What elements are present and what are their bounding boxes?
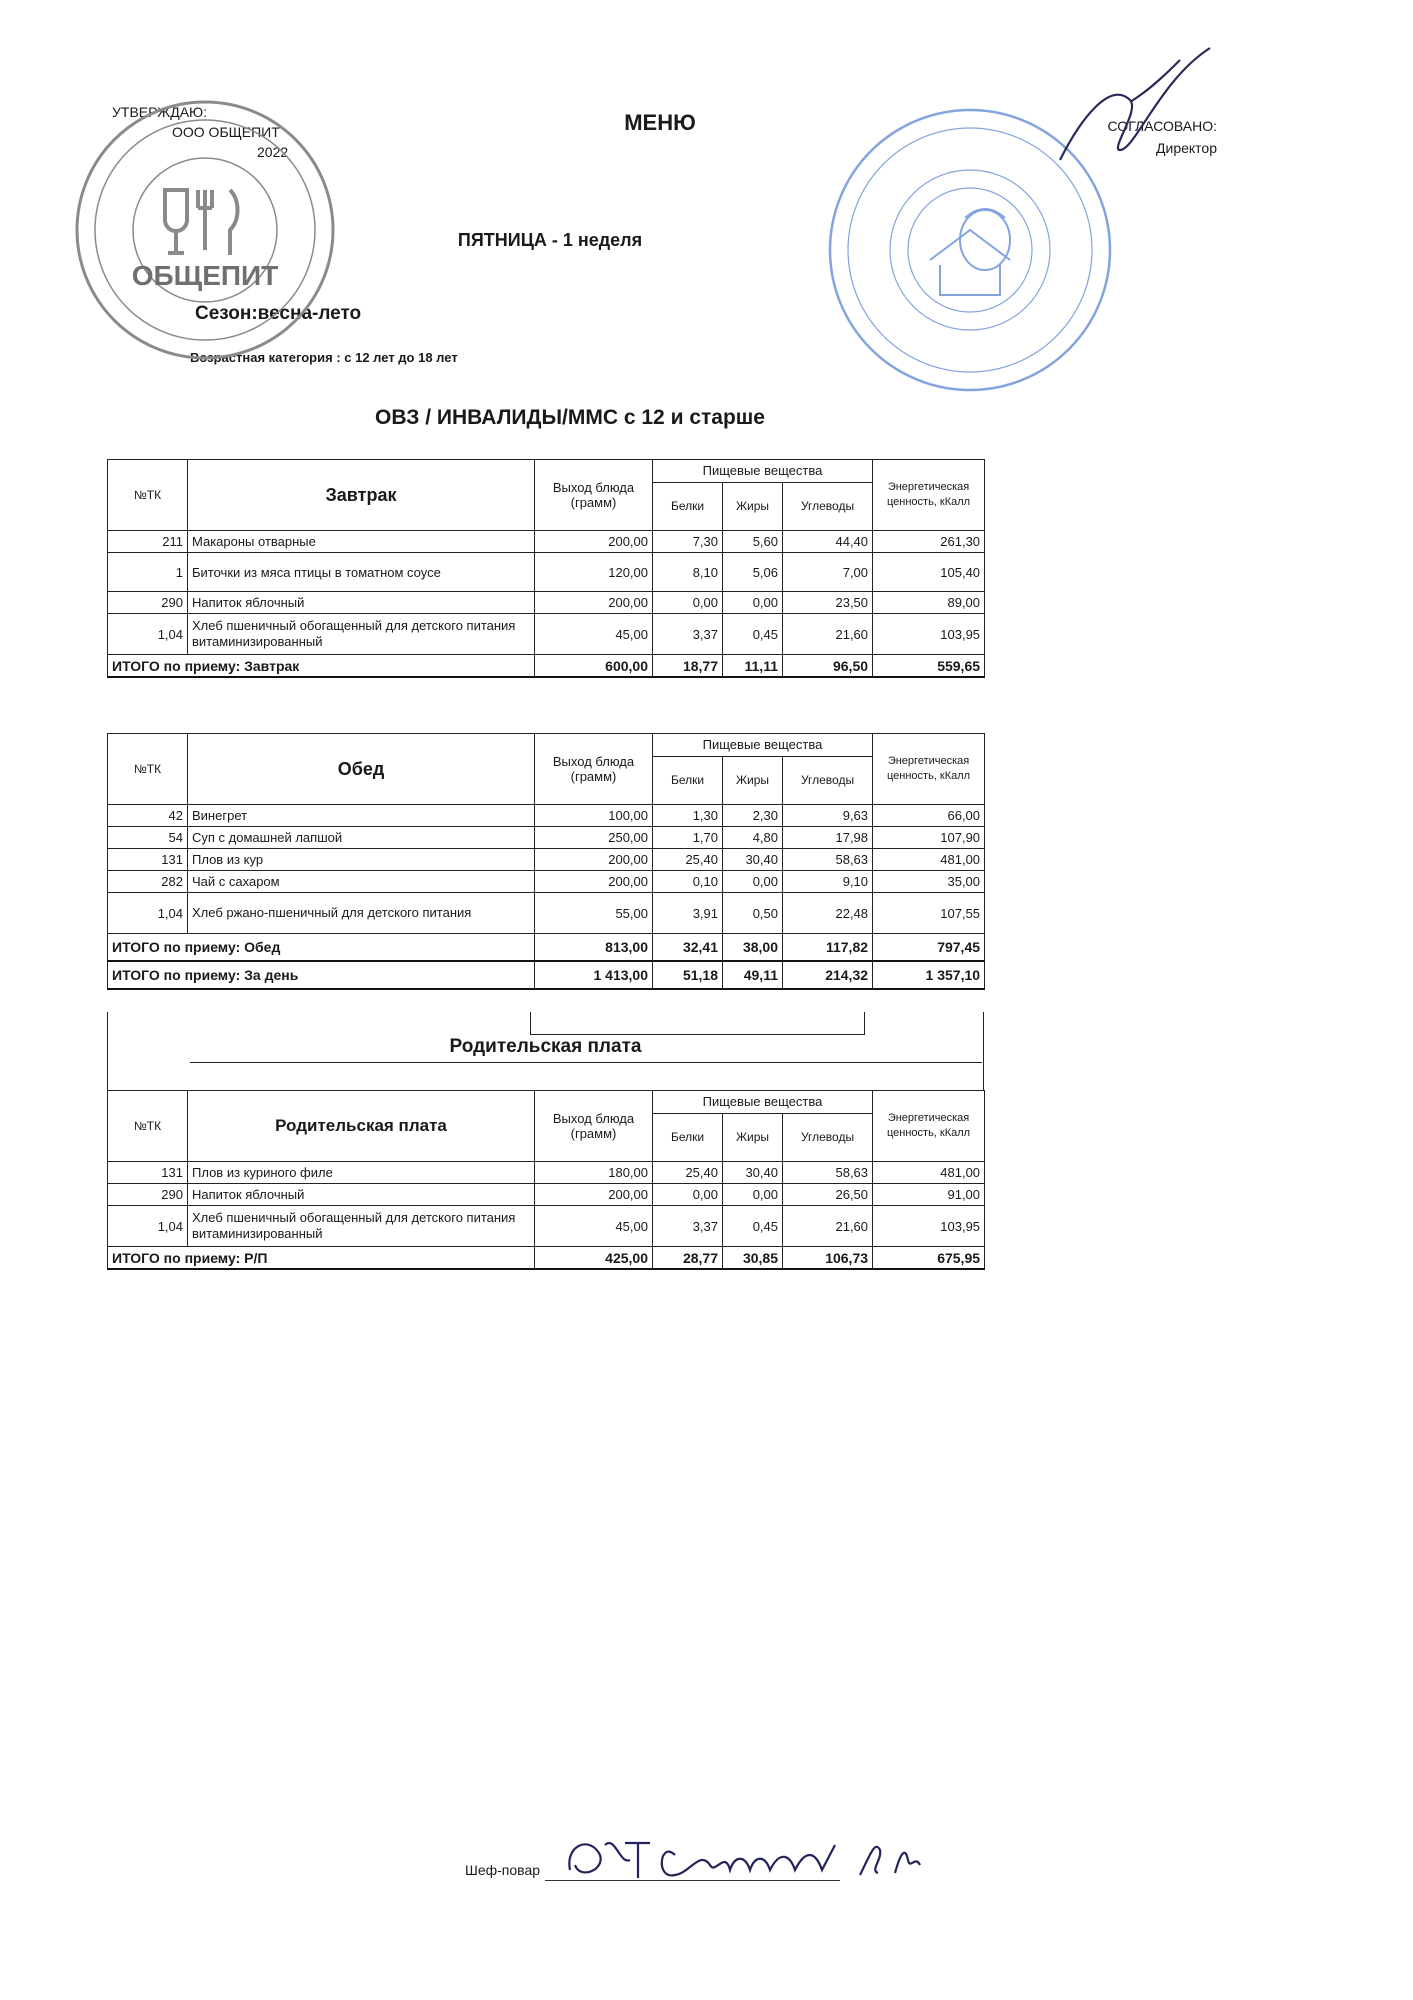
lunch-table xyxy=(107,733,985,990)
col-fat: Жиры xyxy=(723,1113,783,1161)
col-code: №ТК xyxy=(108,1091,188,1162)
table-header xyxy=(108,460,985,483)
table-row xyxy=(108,893,985,934)
table-cell: 22,48 xyxy=(783,893,873,934)
col-fat: Жиры xyxy=(723,756,783,804)
table-cell: 290 xyxy=(108,1184,188,1206)
col-nutrients: Пищевые вещества xyxy=(653,460,873,483)
meal-title: Обед xyxy=(188,734,535,805)
table-cell: 30,40 xyxy=(723,849,783,871)
col-protein: Белки xyxy=(653,482,723,530)
table-cell: 200,00 xyxy=(535,871,653,893)
table-cell: 100,00 xyxy=(535,805,653,827)
table-cell: 200,00 xyxy=(535,531,653,553)
table-cell: 1 413,00 xyxy=(535,961,653,989)
col-nutrients: Пищевые вещества xyxy=(653,1091,873,1114)
col-code: №ТК xyxy=(108,460,188,531)
breakfast-table xyxy=(107,459,985,678)
table-cell: 131 xyxy=(108,1162,188,1184)
table-header xyxy=(108,734,985,757)
table-cell: 3,37 xyxy=(653,1206,723,1247)
col-protein: Белки xyxy=(653,756,723,804)
table-cell: 21,60 xyxy=(783,1206,873,1247)
table-cell: 26,50 xyxy=(783,1184,873,1206)
table-cell: 481,00 xyxy=(873,1162,985,1184)
table-cell: Напиток яблочный xyxy=(188,592,535,614)
table-cell: 103,95 xyxy=(873,614,985,655)
table-cell: 38,00 xyxy=(723,934,783,962)
approve-year: 2022 xyxy=(257,144,289,160)
col-fat: Жиры xyxy=(723,482,783,530)
table-cell: 481,00 xyxy=(873,849,985,871)
table-cell: 120,00 xyxy=(535,553,653,592)
meal-title: Родительская плата xyxy=(188,1091,535,1162)
table-cell: 0,00 xyxy=(653,1184,723,1206)
table-cell: 3,37 xyxy=(653,614,723,655)
table-cell: 290 xyxy=(108,592,188,614)
table-cell: 58,63 xyxy=(783,849,873,871)
table-cell: 200,00 xyxy=(535,592,653,614)
table-cell: 1,04 xyxy=(108,614,188,655)
table-cell: ИТОГО по приему: Обед xyxy=(108,934,535,962)
table-cell: 17,98 xyxy=(783,827,873,849)
table-cell: Винегрет xyxy=(188,805,535,827)
table-cell: 89,00 xyxy=(873,592,985,614)
chef-label: Шеф-повар xyxy=(465,1862,541,1878)
table-cell: 600,00 xyxy=(535,655,653,678)
table-cell: 49,11 xyxy=(723,961,783,989)
table-row xyxy=(108,849,985,871)
table-cell: 96,50 xyxy=(783,655,873,678)
table-cell: 7,00 xyxy=(783,553,873,592)
table-cell: 1,04 xyxy=(108,1206,188,1247)
table-cell: 21,60 xyxy=(783,614,873,655)
approve-org: ООО ОБЩЕПИТ xyxy=(172,124,280,140)
table-cell: 28,77 xyxy=(653,1247,723,1270)
day-label: ПЯТНИЦА - 1 неделя xyxy=(457,230,643,250)
parent-table xyxy=(107,1090,985,1270)
col-energy: Энергетическая ценность, кКалл xyxy=(873,734,985,805)
table-cell: 131 xyxy=(108,849,188,871)
table-cell: 30,40 xyxy=(723,1162,783,1184)
table-cell: Суп с домашней лапшой xyxy=(188,827,535,849)
age-category: Возрастная категория : с 12 лет до 18 лет xyxy=(190,350,458,365)
table-cell: 425,00 xyxy=(535,1247,653,1270)
table-cell: 30,85 xyxy=(723,1247,783,1270)
page-title: МЕНЮ xyxy=(624,110,696,135)
table-cell: 107,55 xyxy=(873,893,985,934)
table-cell: Плов из кур xyxy=(188,849,535,871)
col-energy: Энергетическая ценность, кКалл xyxy=(873,1091,985,1162)
table-row xyxy=(108,871,985,893)
col-code: №ТК xyxy=(108,734,188,805)
table-row xyxy=(108,1184,985,1206)
chef-signature-icon xyxy=(560,1825,980,1895)
table-row xyxy=(108,614,985,655)
table-cell: Плов из куриного филе xyxy=(188,1162,535,1184)
total-row xyxy=(108,934,985,962)
table-cell: 180,00 xyxy=(535,1162,653,1184)
table-cell: 66,00 xyxy=(873,805,985,827)
table-row xyxy=(108,1206,985,1247)
left-stamp-text: ОБЩЕПИТ xyxy=(131,260,279,291)
table-cell: Чай с сахаром xyxy=(188,871,535,893)
table-cell: ИТОГО по приему: Завтрак xyxy=(108,655,535,678)
table-cell: 2,30 xyxy=(723,805,783,827)
col-nutrients: Пищевые вещества xyxy=(653,734,873,757)
table-cell: 18,77 xyxy=(653,655,723,678)
table-cell: 103,95 xyxy=(873,1206,985,1247)
table-cell: 0,00 xyxy=(723,592,783,614)
table-cell: 211 xyxy=(108,531,188,553)
director-signature-icon xyxy=(1040,40,1220,180)
table-cell: 32,41 xyxy=(653,934,723,962)
section-underline xyxy=(190,1062,982,1063)
total-row xyxy=(108,655,985,678)
table-row xyxy=(108,805,985,827)
table-cell: 1 xyxy=(108,553,188,592)
table-cell: 0,45 xyxy=(723,614,783,655)
table-cell: 0,00 xyxy=(723,871,783,893)
table-cell: 282 xyxy=(108,871,188,893)
table-cell: 45,00 xyxy=(535,614,653,655)
col-carbs: Углеводы xyxy=(783,756,873,804)
table-row xyxy=(108,1162,985,1184)
table-cell: 5,06 xyxy=(723,553,783,592)
table-cell: Хлеб ржано-пшеничный для детского питания xyxy=(188,893,535,934)
col-yield: Выход блюда (грамм) xyxy=(535,1091,653,1162)
day-total-row xyxy=(108,961,985,989)
table-cell: 45,00 xyxy=(535,1206,653,1247)
col-yield: Выход блюда (грамм) xyxy=(535,460,653,531)
table-cell: 8,10 xyxy=(653,553,723,592)
table-cell: 25,40 xyxy=(653,1162,723,1184)
table-cell: 0,00 xyxy=(653,592,723,614)
table-cell: 51,18 xyxy=(653,961,723,989)
table-row xyxy=(108,827,985,849)
table-cell: 261,30 xyxy=(873,531,985,553)
table-cell: 200,00 xyxy=(535,1184,653,1206)
table-cell: 5,60 xyxy=(723,531,783,553)
table-row xyxy=(108,553,985,592)
col-yield: Выход блюда (грамм) xyxy=(535,734,653,805)
director-label: Директор xyxy=(1156,140,1217,156)
parent-section-title: Родительская плата xyxy=(449,1036,642,1057)
col-carbs: Углеводы xyxy=(783,1113,873,1161)
table-cell: 42 xyxy=(108,805,188,827)
table-cell: Хлеб пшеничный обогащенный для детского питания витаминизированный xyxy=(188,1206,535,1247)
frame-divider xyxy=(530,1012,865,1035)
col-energy: Энергетическая ценность, кКалл xyxy=(873,460,985,531)
table-cell: 0,00 xyxy=(723,1184,783,1206)
table-cell: Макароны отварные xyxy=(188,531,535,553)
season-label: Сезон:весна-лето xyxy=(195,303,362,324)
table-cell: 58,63 xyxy=(783,1162,873,1184)
table-cell: 1,30 xyxy=(653,805,723,827)
table-cell: 0,50 xyxy=(723,893,783,934)
table-cell: 559,65 xyxy=(873,655,985,678)
table-cell: 0,45 xyxy=(723,1206,783,1247)
table-cell: 105,40 xyxy=(873,553,985,592)
table-cell: 91,00 xyxy=(873,1184,985,1206)
table-cell: 44,40 xyxy=(783,531,873,553)
table-cell: 7,30 xyxy=(653,531,723,553)
meal-title: Завтрак xyxy=(188,460,535,531)
table-row xyxy=(108,592,985,614)
table-cell: 25,40 xyxy=(653,849,723,871)
group-label: ОВЗ / ИНВАЛИДЫ/ММС с 12 и старше xyxy=(375,406,765,429)
table-cell: 813,00 xyxy=(535,934,653,962)
table-cell: 675,95 xyxy=(873,1247,985,1270)
table-cell: ИТОГО по приему: За день xyxy=(108,961,535,989)
table-cell: 9,10 xyxy=(783,871,873,893)
table-cell: 4,80 xyxy=(723,827,783,849)
approve-label: УТВЕРЖДАЮ: xyxy=(112,104,208,120)
table-cell: 0,10 xyxy=(653,871,723,893)
table-cell: 11,11 xyxy=(723,655,783,678)
table-cell: 117,82 xyxy=(783,934,873,962)
table-cell: Хлеб пшеничный обогащенный для детского питания витаминизированный xyxy=(188,614,535,655)
table-cell: 1 357,10 xyxy=(873,961,985,989)
agreed-label: СОГЛАСОВАНО: xyxy=(1107,118,1217,134)
col-protein: Белки xyxy=(653,1113,723,1161)
table-cell: 23,50 xyxy=(783,592,873,614)
table-cell: 250,00 xyxy=(535,827,653,849)
table-cell: 797,45 xyxy=(873,934,985,962)
table-cell: 107,90 xyxy=(873,827,985,849)
table-cell: 35,00 xyxy=(873,871,985,893)
table-cell: 200,00 xyxy=(535,849,653,871)
table-cell: 9,63 xyxy=(783,805,873,827)
table-cell: Биточки из мяса птицы в томатном соусе xyxy=(188,553,535,592)
total-row xyxy=(108,1247,985,1270)
table-cell: 3,91 xyxy=(653,893,723,934)
table-cell: ИТОГО по приему: Р/П xyxy=(108,1247,535,1270)
table-cell: 106,73 xyxy=(783,1247,873,1270)
table-cell: 214,32 xyxy=(783,961,873,989)
table-cell: Напиток яблочный xyxy=(188,1184,535,1206)
table-cell: 55,00 xyxy=(535,893,653,934)
left-stamp-icon xyxy=(70,95,340,365)
table-cell: 1,70 xyxy=(653,827,723,849)
col-carbs: Углеводы xyxy=(783,482,873,530)
table-cell: 54 xyxy=(108,827,188,849)
table-header xyxy=(108,1091,985,1114)
table-cell: 1,04 xyxy=(108,893,188,934)
table-row xyxy=(108,531,985,553)
